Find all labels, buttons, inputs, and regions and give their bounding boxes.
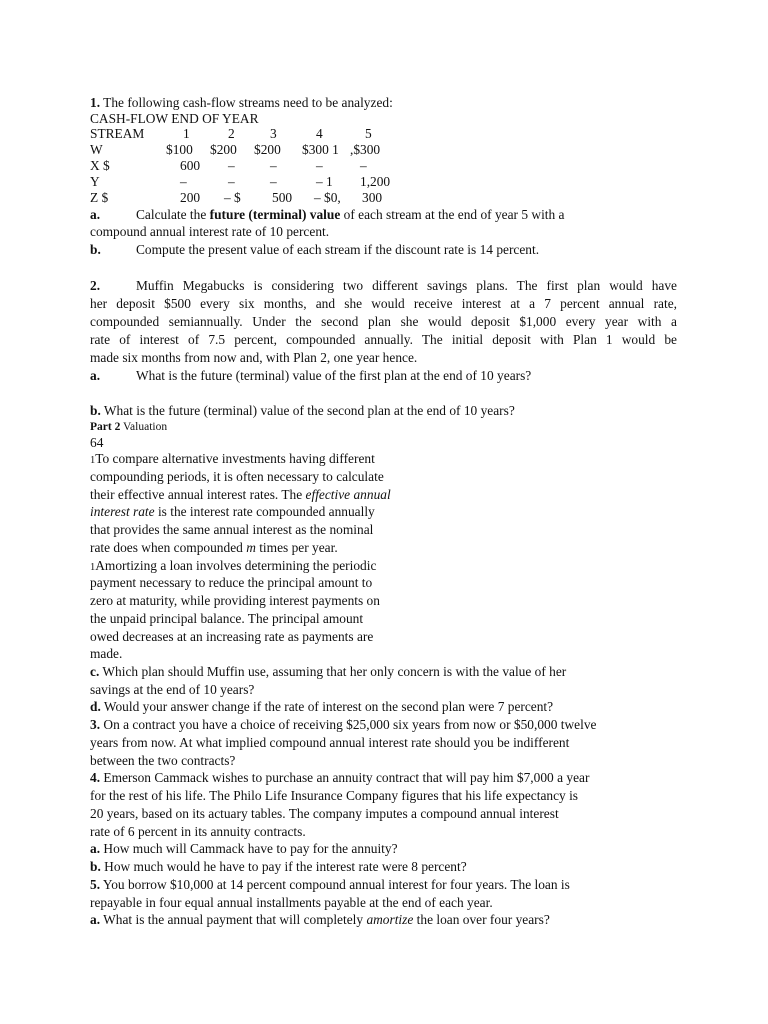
table-cell: 300 bbox=[362, 190, 383, 205]
table-cell: $200 bbox=[210, 142, 237, 157]
table-cell: – bbox=[228, 158, 235, 173]
q2-line-2: her deposit $500 every six months, and she would receive interest at a 7 percent annual rate, bbox=[90, 296, 677, 311]
q5-part-a: a. What is the annual payment that will completely amortize the loan over four years? bbox=[90, 912, 550, 927]
table-cell: – 1 bbox=[316, 174, 333, 189]
q2-part-a: a. What is the future (terminal) value of the first plan at the end of 10 years? bbox=[90, 368, 532, 383]
table-cell: W bbox=[90, 142, 103, 157]
q1-part-a: a. Calculate the future (terminal) value of each stream at the end of year 5 with a bbox=[90, 207, 565, 222]
sidebar-note-effective-rate: 1To compare alternative investments having different bbox=[90, 451, 375, 466]
q3-line-2: years from now. At what implied compound annual interest rate should you be indifferent bbox=[90, 735, 570, 750]
q2-part-b: b. What is the future (terminal) value of the second plan at the end of 10 years? bbox=[90, 403, 515, 418]
table-cell: ,$300 bbox=[350, 142, 381, 157]
sidebar-note-amortizing: 1Amortizing a loan involves determining the periodic bbox=[90, 558, 377, 573]
table-cell: Y bbox=[90, 174, 100, 189]
table-cell: – $ bbox=[224, 190, 241, 205]
running-header: Part 2 Valuation bbox=[90, 421, 168, 433]
q1-part-a-cont: compound annual interest rate of 10 percent. bbox=[90, 224, 330, 239]
q4-part-a: a. How much will Cammack have to pay for the annuity? bbox=[90, 841, 398, 856]
table-cell: – bbox=[180, 174, 187, 189]
sidebar-note-line: that provides the same annual interest as the nominal bbox=[90, 522, 374, 537]
table-cell: – bbox=[316, 158, 323, 173]
sidebar-note-line: payment necessary to reduce the principal amount to bbox=[90, 575, 373, 590]
q2-line-3: compounded semiannually. Under the second plan she would deposit $1,000 every year with a bbox=[90, 314, 677, 329]
q1-part-b: b. Compute the present value of each stream if the discount rate is 14 percent. bbox=[90, 242, 540, 257]
sidebar-note-line: rate does when compounded m times per year. bbox=[90, 540, 338, 555]
q4-line-3: 20 years, based on its actuary tables. The company imputes a compound annual interest bbox=[90, 806, 559, 821]
sidebar-note-line: made. bbox=[90, 646, 123, 661]
q2-part-d: d. Would your answer change if the rate of interest on the second plan were 7 percent? bbox=[90, 699, 554, 714]
table-cell: Z $ bbox=[90, 190, 109, 205]
table-cell: $300 1 bbox=[302, 142, 339, 157]
table-cell: 600 bbox=[180, 158, 201, 173]
sidebar-note-line: the unpaid principal balance. The principal amount bbox=[90, 611, 364, 626]
q4-line-4: rate of 6 percent in its annuity contracts. bbox=[90, 824, 306, 839]
table-cell: – bbox=[270, 158, 277, 173]
q3-line-3: between the two contracts? bbox=[90, 753, 236, 768]
table-cell: 500 bbox=[272, 190, 293, 205]
q2-line-4: rate of interest of 7.5 percent, compounded annually. The initial deposit with Plan 1 would be bbox=[90, 332, 677, 347]
table-cell: $200 bbox=[254, 142, 281, 157]
table-header-2: 2 bbox=[228, 126, 235, 141]
q2-part-c-cont: savings at the end of 10 years? bbox=[90, 682, 255, 697]
table-header-1: 1 bbox=[183, 126, 190, 141]
q1-intro: 1. The following cash-flow streams need to be analyzed: bbox=[90, 95, 393, 110]
table-cell: 200 bbox=[180, 190, 201, 205]
sidebar-note-line: interest rate is the interest rate compounded annually bbox=[90, 504, 375, 519]
q3-line-1: 3. On a contract you have a choice of receiving $25,000 six years from now or $50,000 twelve bbox=[90, 717, 597, 732]
sidebar-note-line: zero at maturity, while providing interest payments on bbox=[90, 593, 380, 608]
table-cell: X $ bbox=[90, 158, 110, 173]
table-header-stream: STREAM bbox=[90, 126, 145, 141]
q2-line-5: made six months from now and, with Plan 2, one year hence. bbox=[90, 350, 418, 365]
table-header-3: 3 bbox=[270, 126, 277, 141]
sidebar-note-line: owed decreases at an increasing rate as payments are bbox=[90, 629, 374, 644]
q5-line-1: 5. You borrow $10,000 at 14 percent compound annual interest for four years. The loan is bbox=[90, 877, 570, 892]
page-number: 64 bbox=[90, 435, 104, 450]
q4-line-2: for the rest of his life. The Philo Life Insurance Company figures that his life expectancy is bbox=[90, 788, 578, 803]
q1-table-title: CASH-FLOW END OF YEAR bbox=[90, 111, 259, 126]
q4-part-b: b. How much would he have to pay if the interest rate were 8 percent? bbox=[90, 859, 467, 874]
table-header-5: 5 bbox=[365, 126, 372, 141]
q5-line-2: repayable in four equal annual installments payable at the end of each year. bbox=[90, 895, 493, 910]
q2-part-c: c. Which plan should Muffin use, assuming that her only concern is with the value of her bbox=[90, 664, 567, 679]
table-cell: – bbox=[360, 158, 367, 173]
sidebar-note-line: compounding periods, it is often necessary to calculate bbox=[90, 469, 384, 484]
q4-line-1: 4. Emerson Cammack wishes to purchase an annuity contract that will pay him $7,000 a year bbox=[90, 770, 590, 785]
q2-line-1: 2. Muffin Megabucks is considering two different savings plans. The first plan would have bbox=[90, 278, 677, 293]
table-header-4: 4 bbox=[316, 126, 323, 141]
table-cell: – bbox=[228, 174, 235, 189]
sidebar-note-line: their effective annual interest rates. The effective annual bbox=[90, 487, 391, 502]
table-cell: – $0, bbox=[314, 190, 341, 205]
table-cell: $100 bbox=[166, 142, 193, 157]
table-cell: 1,200 bbox=[360, 174, 391, 189]
table-cell: – bbox=[270, 174, 277, 189]
